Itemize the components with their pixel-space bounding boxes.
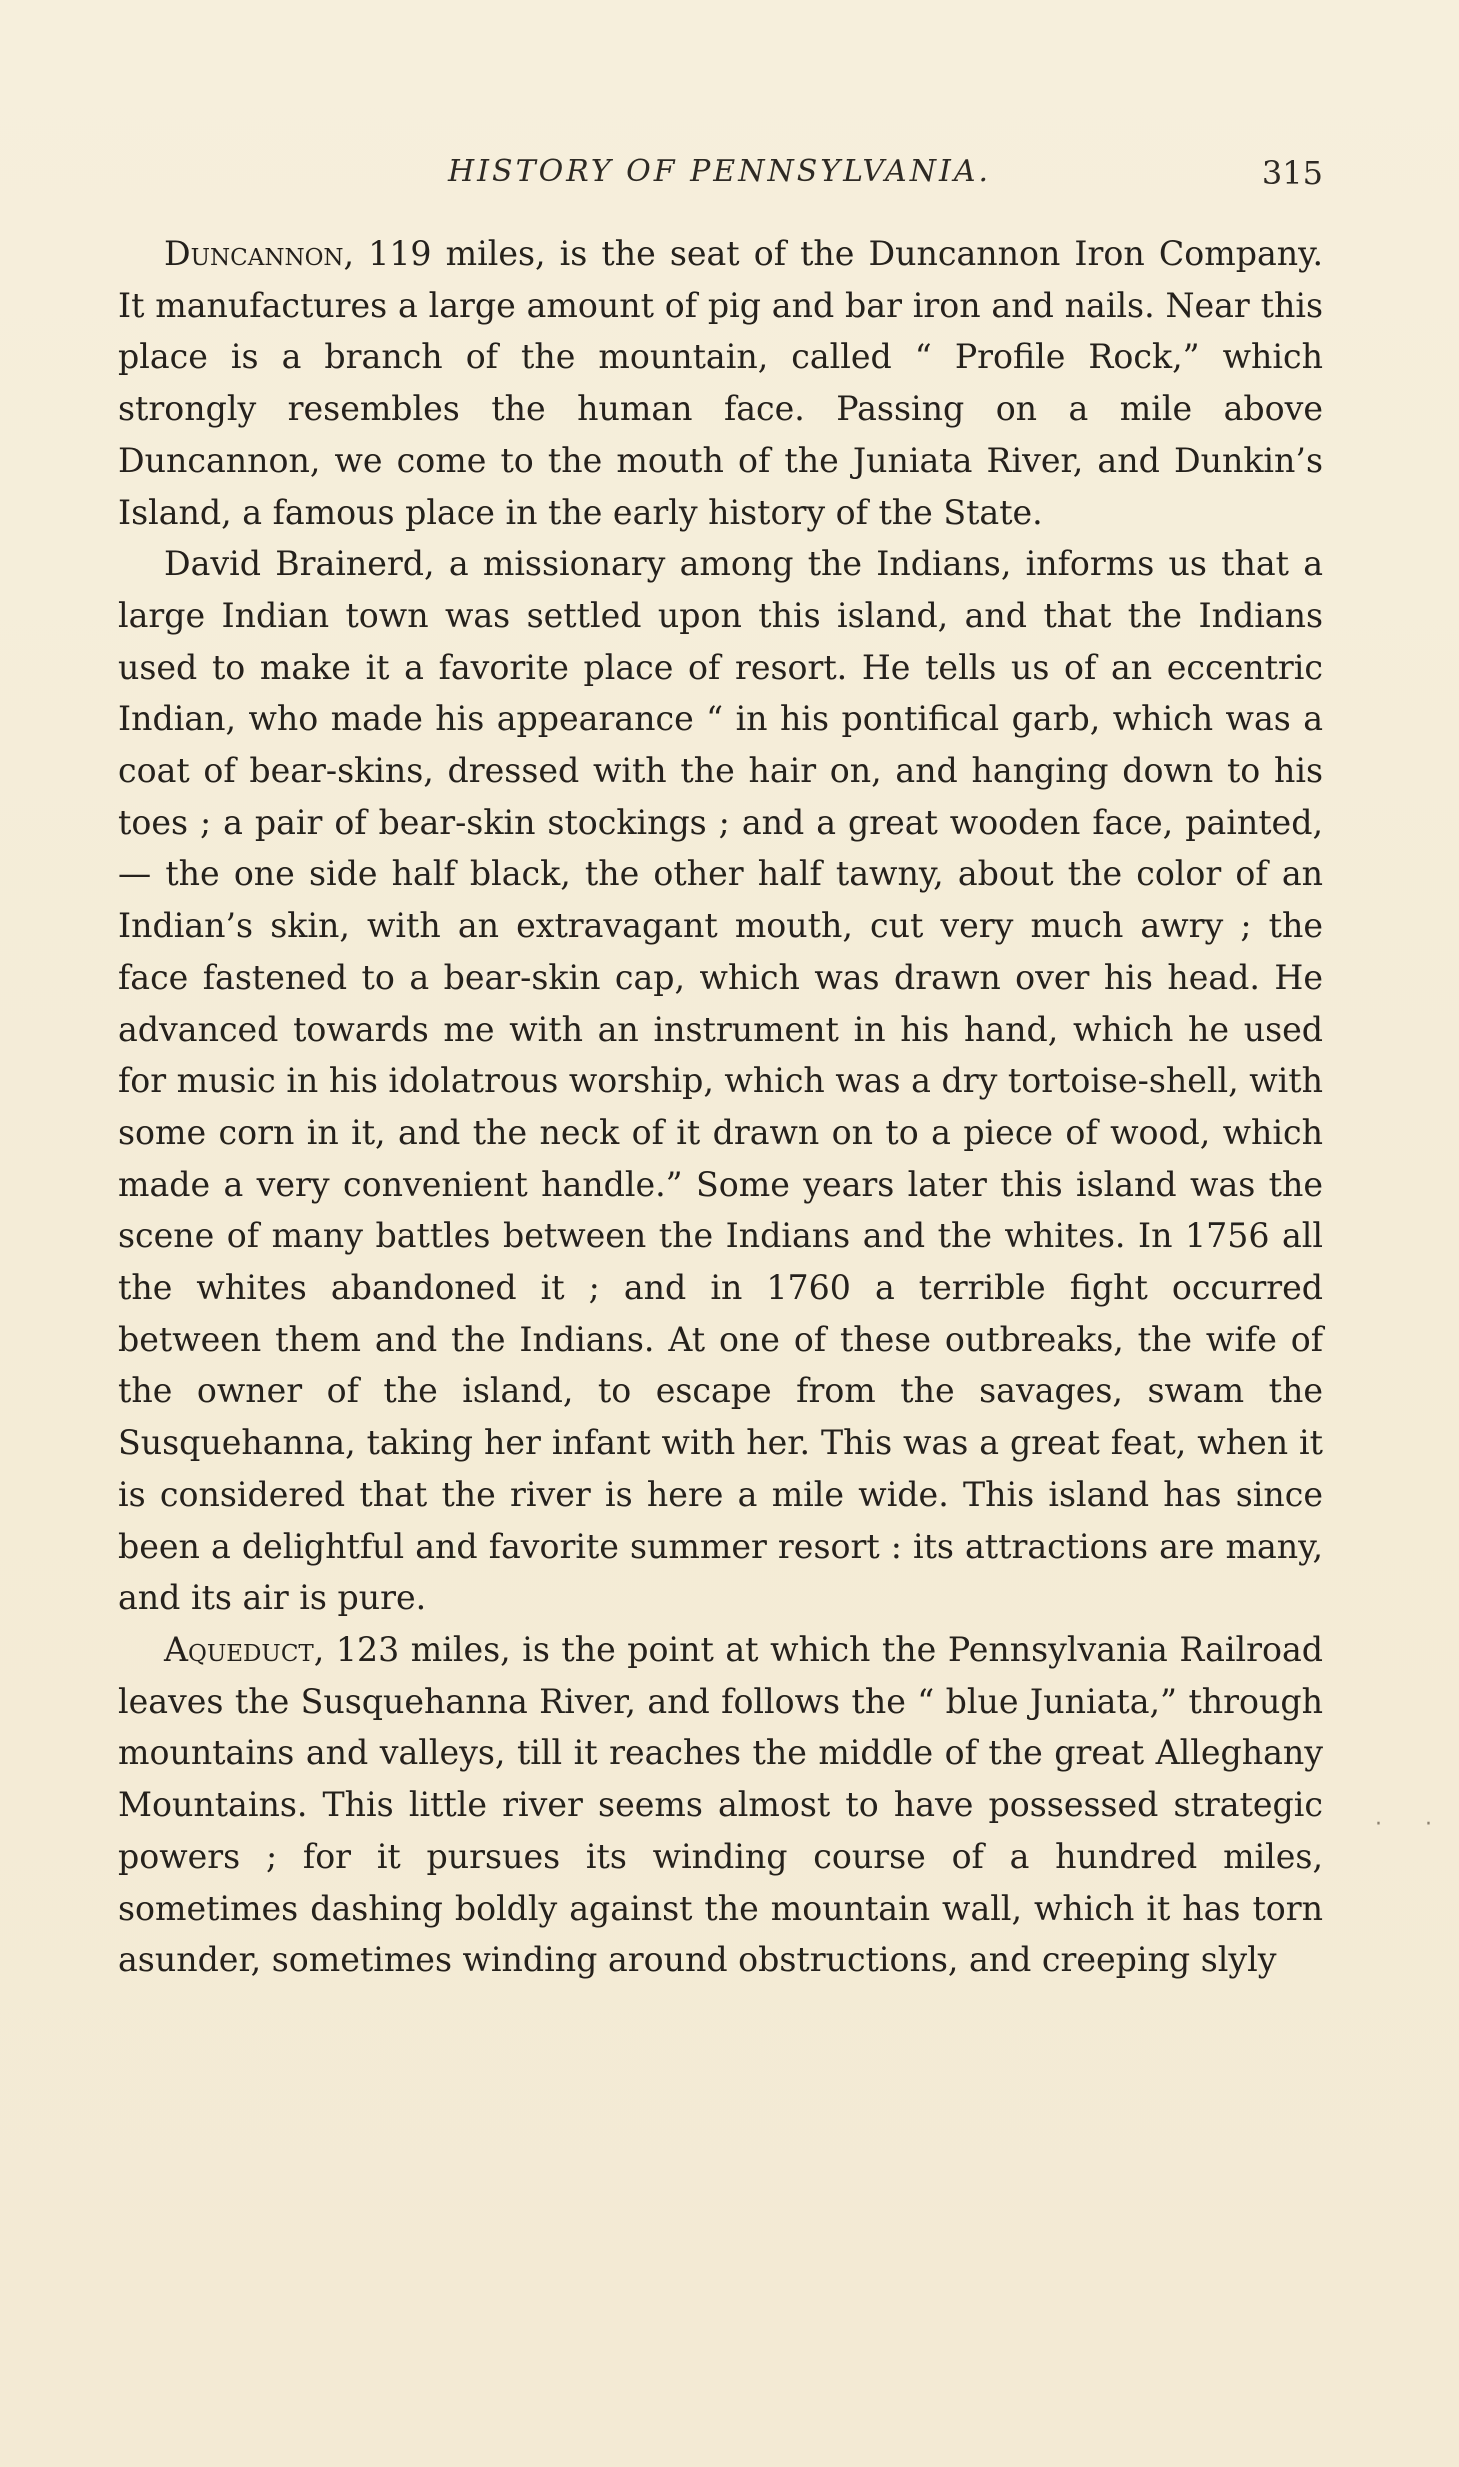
paragraph-text: David Brainerd, a missionary among the Indians, informs us that a large Indian town was settled upon this island, and that the Indians used to make it a favorite place of resort. He tells us of an eccentric Indian, who made his appearance “ in his pontifical garb, which was a coat of bear-skins, dressed with the hair on, and hanging down to his toes ; a pair of bear-skin stockings ; and a great wooden face, painted, — the one side half black, the other half tawny, about the color of an Indian’s skin, with an extravagant mouth, cut very much awry ; the face fastened to a bear-skin cap, which was drawn over his head. He advanced towards me with an instrument in his hand, which he used for music in his idolatrous worship, which was a dry tortoise-shell, with some corn in it, and the neck of it drawn on to a piece of wood, which made a very convenient handle.” Some years later this island was the scene of many battles between the Indians and the whites. In 1756 all the whites abandoned it ; and in 1760 a terrible fight occurred between them and the Indians. At one of these outbreaks, the wife of the owner of the island, to escape from the savages, swam the Susquehanna, taking her infant with her. This was a great feat, when it is considered that the river is here a mile wide. This island has since been a delightful and favorite summer resort : its attractions are many, and its air is pure. xyxy=(118,544,1323,1618)
running-title: HISTORY OF PENNSYLVANIA. xyxy=(448,154,992,189)
paragraph-text: 123 miles, is the point at which the Pennsylvania Railroad leaves the Susquehanna River, and follows the “ blue Juniata,” through mountains and valleys, till it reaches the middle of the great Alleghany Mountains. This little river seems almost to have possessed strategic powers ; for it pursues its winding course of a hundred miles, sometimes dashing boldly against the mountain wall, which it has torn asunder, sometimes winding around obstructions, and creeping slyly xyxy=(118,1629,1323,1980)
paragraph-brainerd xyxy=(118,538,1323,1624)
place-name-aqueduct: Aqueduct, xyxy=(164,1629,325,1669)
paragraph-duncannon xyxy=(118,228,1323,538)
paragraph-text: 119 miles, is the seat of the Duncannon Iron Company. It manufactures a large amount of pig and bar iron and nails. Near this place is a branch of the mountain, called “ Profile Rock,” which strongly resembles the human face. Passing on a mile above Duncannon, we come to the mouth of the Juniata River, and Dunkin’s Island, a famous place in the early history of the State. xyxy=(118,234,1323,532)
margin-speck-marks: · · xyxy=(1375,1812,1450,1837)
paragraph-aqueduct xyxy=(118,1624,1323,1986)
page-header xyxy=(118,150,1323,202)
place-name-duncannon: Duncannon, xyxy=(164,234,355,273)
page-number: 315 xyxy=(1261,154,1323,192)
body-text xyxy=(118,228,1323,1986)
